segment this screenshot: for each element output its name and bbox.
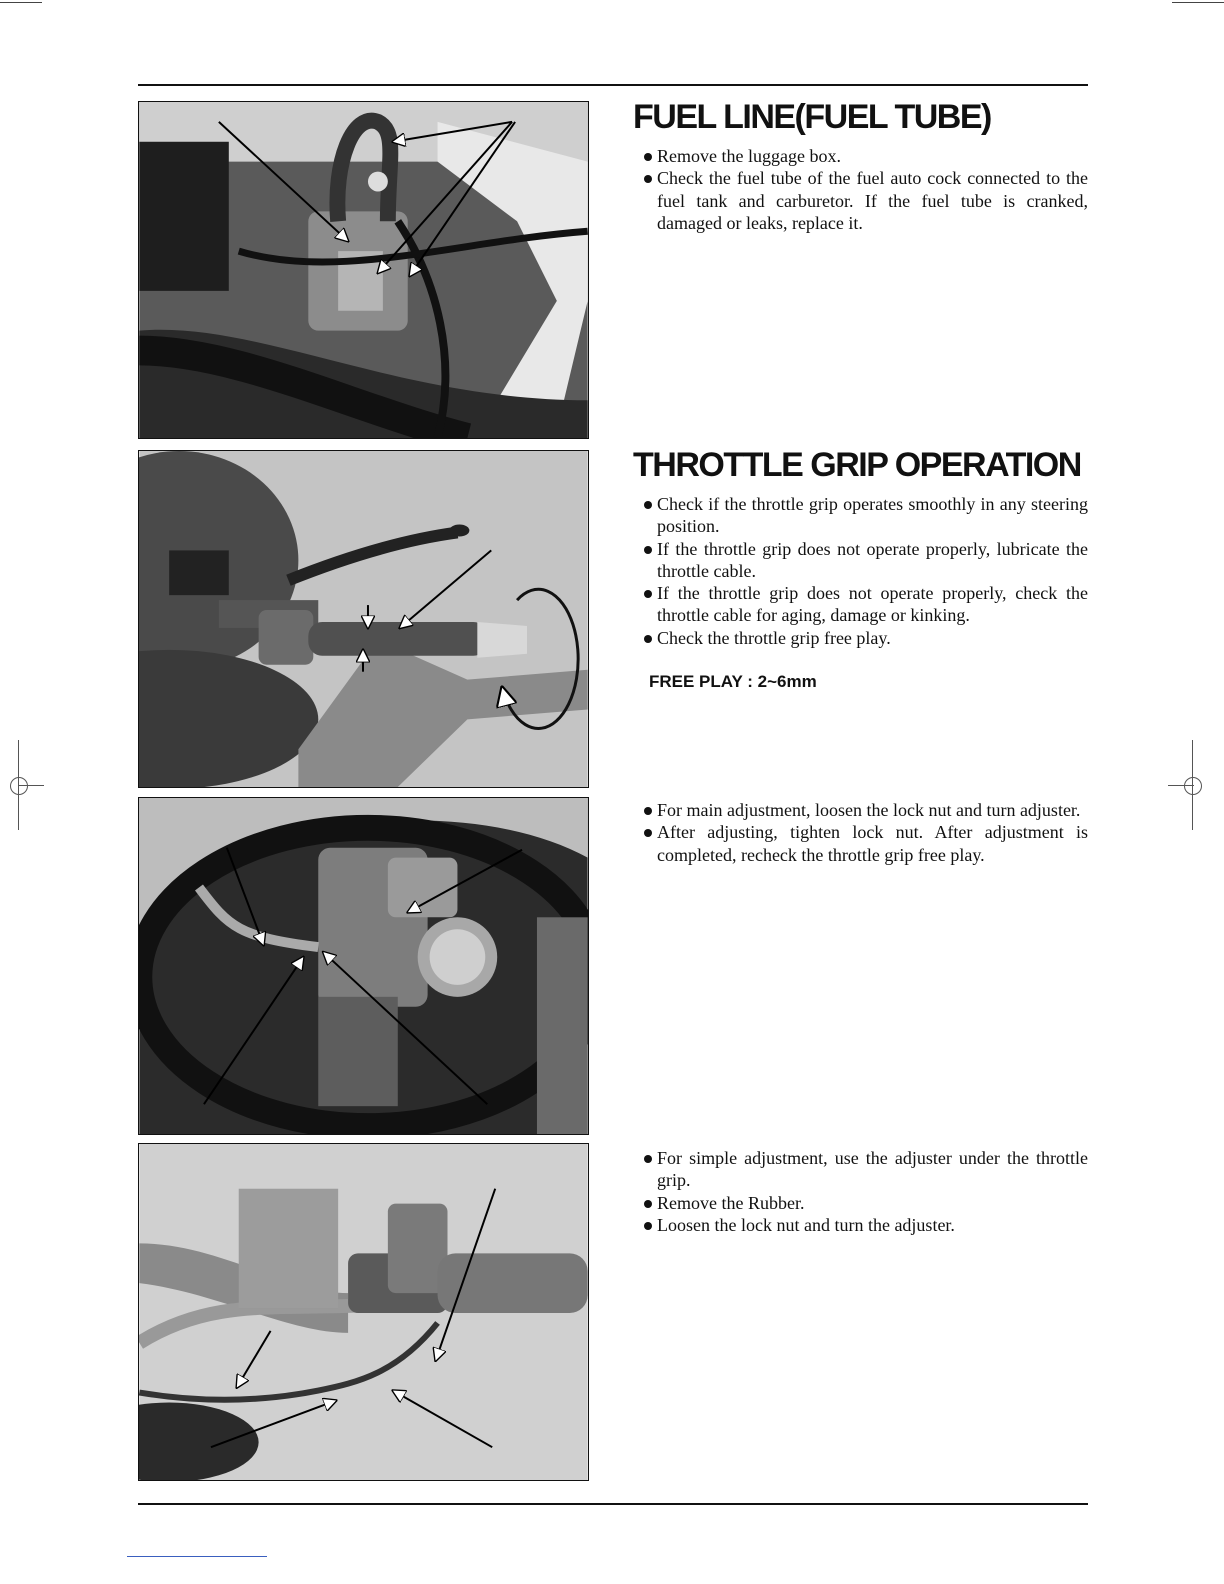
- list-item: Remove the luggage box.: [643, 145, 1088, 167]
- list-item: Remove the Rubber.: [643, 1192, 1088, 1214]
- list-item: If the throttle grip does not operate properly, check the throttle cable for aging, damage or kinking.: [643, 582, 1088, 627]
- fuel-line-instructions: [643, 145, 1088, 234]
- fuel-line-photo: [138, 101, 589, 439]
- list-item: Loosen the lock nut and turn the adjuster.: [643, 1214, 1088, 1236]
- free-play-spec: FREE PLAY : 2~6mm: [649, 672, 817, 691]
- crop-mark-top-right: [1172, 2, 1224, 3]
- throttle-grip-instructions: [643, 493, 1088, 649]
- main-adjustment-instructions: [643, 799, 1088, 866]
- bottom-rule: [138, 1503, 1088, 1505]
- registration-mark-left: [18, 740, 48, 830]
- list-item: For simple adjustment, use the adjuster under the throttle grip.: [643, 1147, 1088, 1192]
- list-item: Check if the throttle grip operates smoothly in any steering position.: [643, 493, 1088, 538]
- simple-adjustment-instructions: [643, 1147, 1088, 1236]
- crop-mark-top-left: [0, 2, 42, 3]
- throttle-grip-photo: [138, 450, 589, 788]
- list-item: For main adjustment, loosen the lock nut and turn adjuster.: [643, 799, 1088, 821]
- registration-mark-right: [1192, 740, 1222, 830]
- top-rule: [138, 84, 1088, 86]
- list-item: Check the throttle grip free play.: [643, 627, 1088, 649]
- carburetor-adjuster-photo: [138, 797, 589, 1135]
- list-item: After adjusting, tighten lock nut. After adjustment is completed, recheck the throttle grip free play.: [643, 821, 1088, 866]
- list-item: If the throttle grip does not operate properly, lubricate the throttle cable.: [643, 538, 1088, 583]
- fuel-line-heading: FUEL LINE(FUEL TUBE): [633, 98, 991, 136]
- grip-adjuster-photo: [138, 1143, 589, 1481]
- throttle-grip-heading: THROTTLE GRIP OPERATION: [633, 446, 1081, 484]
- bottom-underline: [127, 1556, 267, 1557]
- list-item: Check the fuel tube of the fuel auto cock connected to the fuel tank and carburetor. If the fuel tube is cranked, damaged or leaks, replace it.: [643, 167, 1088, 234]
